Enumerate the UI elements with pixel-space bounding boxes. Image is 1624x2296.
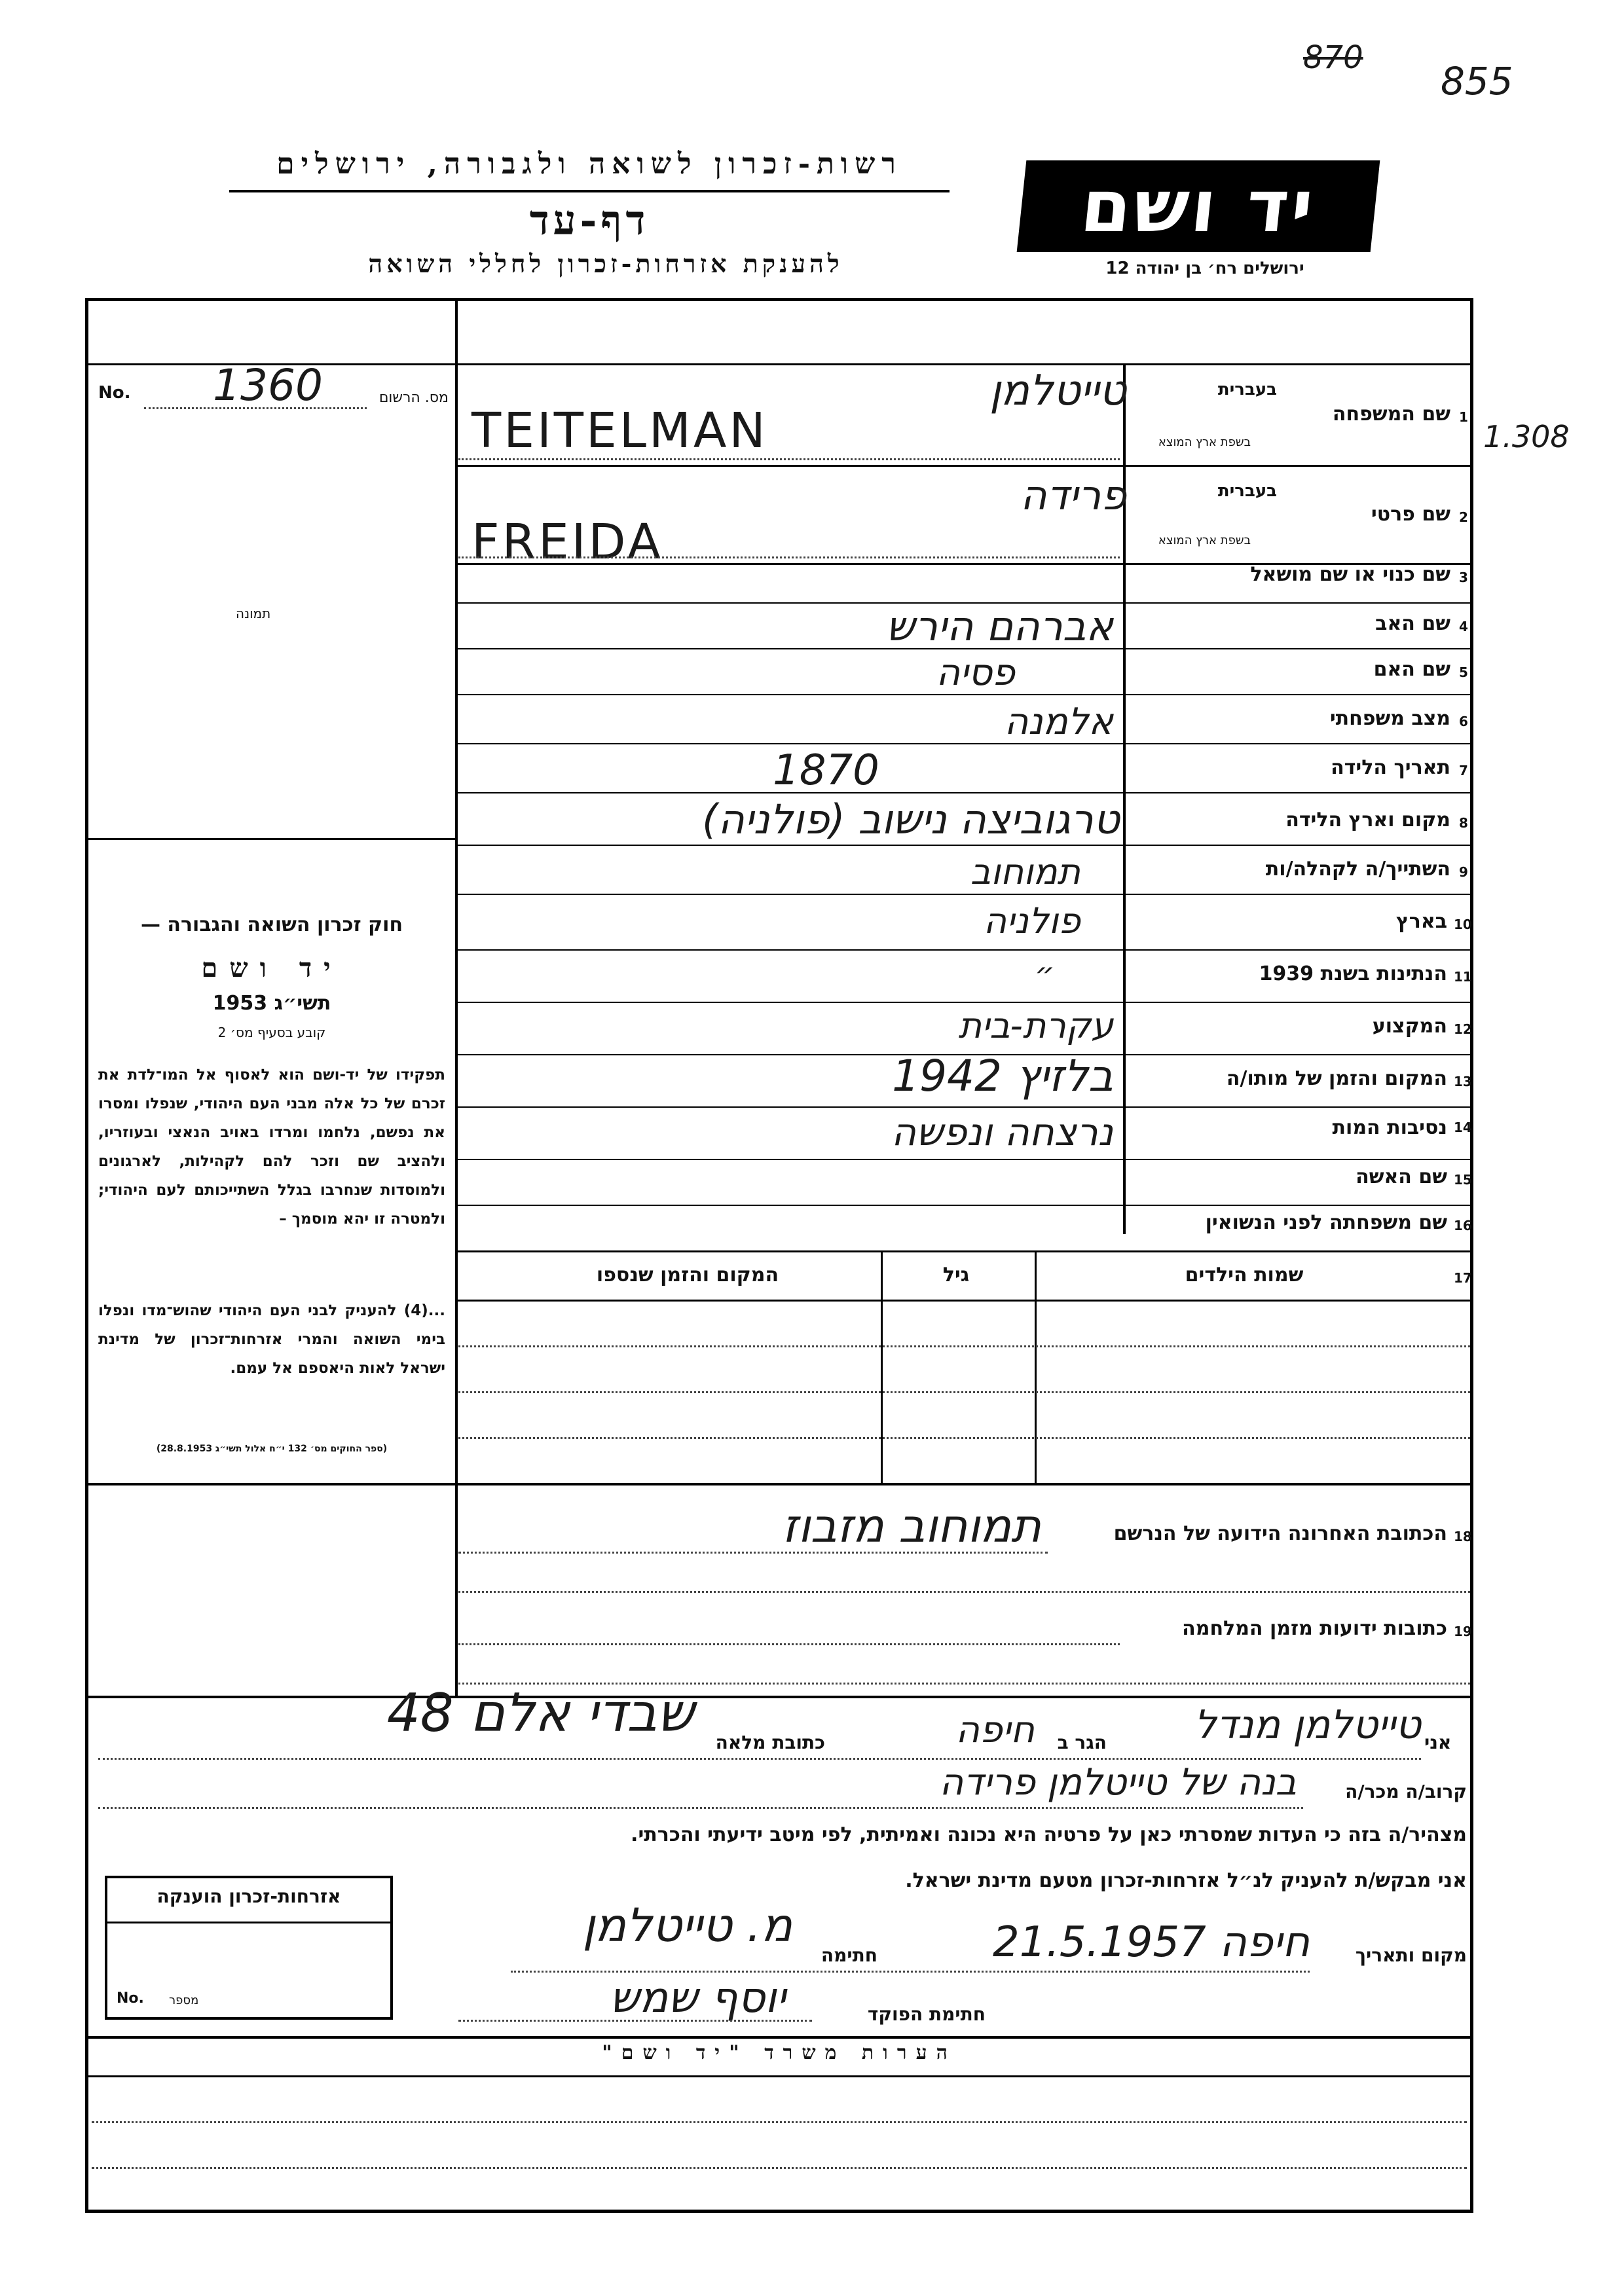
field-2-line xyxy=(458,556,1120,558)
declarant-address-label: כתובת מלאה xyxy=(715,1732,825,1753)
law-clause: קובע בסעיף מס׳ 2 xyxy=(217,1025,326,1040)
photo-bottom-divider xyxy=(85,838,457,840)
field-1-bottom xyxy=(455,465,1473,467)
declarant-relation: בנה של טייטלמן פרידה xyxy=(939,1761,1297,1804)
office-notes-title: הערות משרד "יד ושם" xyxy=(602,2041,957,2064)
field-9-bottom xyxy=(455,894,1473,895)
field-1-sub-foreign: בשפת ארץ המוצא xyxy=(1158,435,1251,449)
addresses-left-divider xyxy=(455,1483,458,1696)
field-2-number: 2 xyxy=(1459,509,1468,525)
form-subtitle: להענקת אזרחות-זכרון לחללי השואה xyxy=(368,249,843,278)
law-paragraph-2: ...(4) להעניק לבני העם היהודי שהוש־מדו ונפלו בימי השואה והמרי אזרחות־זכרון של מדינת ישראל לאות היאספם אל עמם. xyxy=(98,1302,445,1377)
field-1-label: שם המשפחה xyxy=(1332,403,1450,426)
field-6-value: אלמנה xyxy=(1004,701,1113,743)
field-11-bottom xyxy=(455,1002,1473,1003)
office-notes-top xyxy=(85,2036,1473,2039)
field-5-value: פסיה xyxy=(936,651,1015,694)
field-11-label: הנתינות בשנת 1939 xyxy=(1259,962,1447,985)
law-name: יד ושם xyxy=(201,953,342,983)
declarant-city: חיפה xyxy=(955,1709,1035,1751)
field-1-sub-hebrew: בעברית xyxy=(1217,380,1277,399)
declarant-request: אני מבקש/ת להעניק לנ״ל אזרחות-זכרון מטעם מדינת ישראל. xyxy=(905,1869,1467,1892)
field-8-value: טרגוביצה נישוב (פולניה) xyxy=(702,795,1120,843)
declarant-ani-label: אני xyxy=(1424,1732,1452,1753)
field-2-value-hebrew: פרידה xyxy=(1020,471,1126,519)
declarant-line-1 xyxy=(98,1758,1421,1760)
children-col-divider-1 xyxy=(881,1250,883,1483)
declarant-line-2 xyxy=(98,1807,1303,1809)
field-14-label: נסיבות המות xyxy=(1332,1116,1447,1139)
field-5-bottom xyxy=(455,694,1473,695)
field-15-label: שם האשה xyxy=(1356,1165,1447,1188)
stamp-box-no-label: No. xyxy=(117,1990,144,2007)
last-address-line xyxy=(458,1552,1048,1554)
field-6-number: 6 xyxy=(1459,714,1468,729)
field-10-number: 10 xyxy=(1454,917,1472,932)
law-paragraph-1: תפקידו של יד-ושם הוא לאסוף אל המו־לדת את זכרם של כל אלה מבני העם היהודי, שנפלו ומסרו את נפשם, נלחמו ומרדו באויב הנאצי ובעוזריו, ולהציב שם וזכר להם לקהילות, לארגונים ולמוסדות שנחרבו בגלל השתייכותם לעם היהודי; ולמטרה זו יהא מוסמך – xyxy=(98,1066,445,1228)
registration-number-line xyxy=(144,407,367,409)
field-5-number: 5 xyxy=(1459,665,1468,680)
field-13-label: המקום והזמן של מותו/ה xyxy=(1226,1067,1447,1090)
form-title: דף-עד xyxy=(529,196,650,244)
registration-label: מס. הרשום xyxy=(378,390,449,406)
children-col-place: המקום והזמן שנספו xyxy=(596,1264,779,1286)
wartime-address-line xyxy=(458,1643,1120,1645)
field-7-bottom xyxy=(455,792,1473,793)
field-1-number: 1 xyxy=(1459,409,1468,425)
field-16-bottom xyxy=(455,1250,1473,1252)
declarant-relation-label: קרוב/ה מכר/ה xyxy=(1345,1781,1467,1802)
official-label: חתימת הפוקד xyxy=(867,2003,986,2025)
field-12-label: המקצוע xyxy=(1372,1015,1447,1038)
office-notes-line-2 xyxy=(92,2167,1467,2169)
wartime-address-number: 19 xyxy=(1454,1624,1472,1639)
institution-title: רשות-זכרון לשואה ולגבורה, ירושלים xyxy=(276,147,902,181)
logo-address: ירושלים רח׳ בן יהודה 12 xyxy=(1105,259,1304,278)
field-9-label: השתייך/ה לקהלה/ות xyxy=(1265,858,1450,881)
registration-number: 1360 xyxy=(213,360,323,410)
field-8-number: 8 xyxy=(1459,815,1468,831)
field-11-value: ״ xyxy=(1035,956,1055,993)
field-15-bottom xyxy=(455,1205,1473,1206)
children-col-age: גיל xyxy=(942,1264,970,1286)
declarant-signature: מ. טייטלמן xyxy=(582,1899,792,1952)
page-number: 855 xyxy=(1441,59,1513,103)
children-header-bottom xyxy=(455,1300,1473,1302)
field-4-label: שם האב xyxy=(1375,612,1450,635)
field-1-value-hebrew: טייטלמן xyxy=(989,367,1126,415)
field-6-label: מצב משפחתי xyxy=(1329,707,1450,730)
last-address-label: הכתובת האחרונה הידועה של הנרשם xyxy=(1113,1522,1447,1545)
field-1-value-foreign: TEITELMAN xyxy=(471,403,768,459)
declarant-name: טייטלמן מנדל xyxy=(1194,1702,1421,1748)
stamp-box-number-label: מספר xyxy=(169,1994,199,2007)
place-date-label: מקום ותאריך xyxy=(1355,1944,1467,1966)
field-4-value: אברהם הירש xyxy=(886,602,1113,650)
registration-no-label: No. xyxy=(98,383,131,403)
field-2-sub-hebrew: בעברית xyxy=(1217,481,1277,501)
declarant-declaration: מצהיר/ה בזה כי העדות שמסרתי כאן על פרטיה היא נכונה ואמיתית, לפי מיטב ידיעתי והכרתי. xyxy=(631,1823,1467,1846)
official-signature: יוסף שמש xyxy=(610,1974,786,2022)
field-12-value: עקרת-בית xyxy=(958,1005,1113,1046)
field-14-bottom xyxy=(455,1159,1473,1160)
declarant-resident-label: הגר ב xyxy=(1057,1732,1107,1753)
law-title: חוק זכרון השואה והגבורה — xyxy=(140,913,403,936)
field-2-sub-foreign: בשפת ארץ המוצא xyxy=(1158,534,1251,547)
children-number: 17 xyxy=(1454,1270,1472,1286)
official-signature-line xyxy=(458,2020,812,2022)
signature-label: חתימה xyxy=(821,1944,877,1966)
children-row-1 xyxy=(458,1345,1470,1347)
field-14-value: נרצחה ונפשה xyxy=(891,1110,1113,1154)
margin-number: 1.308 xyxy=(1483,419,1570,454)
photo-column-divider xyxy=(455,298,458,1483)
last-address-value: תמוחוב מזבוז xyxy=(782,1499,1041,1553)
yad-vashem-logo xyxy=(1017,160,1380,252)
field-5-label: שם האם xyxy=(1373,658,1450,681)
field-3-label: שם כנוי או שם מושאל xyxy=(1250,563,1450,586)
stamp-box-title: אזרחות-זכרון הוענקה xyxy=(157,1886,341,1907)
field-10-value: פולניה xyxy=(983,900,1080,941)
children-row-2 xyxy=(458,1391,1470,1393)
wartime-address-label: כתובות ידועות מזמן המלחמה xyxy=(1182,1617,1447,1640)
field-10-label: בארץ xyxy=(1395,910,1447,933)
field-13-value: בלזיץ 1942 xyxy=(892,1051,1113,1101)
last-address-number: 18 xyxy=(1454,1529,1472,1544)
field-8-bottom xyxy=(455,845,1473,846)
field-12-number: 12 xyxy=(1454,1021,1472,1037)
field-7-label: תאריך הלידה xyxy=(1331,756,1450,779)
field-10-bottom xyxy=(455,949,1473,951)
field-13-bottom xyxy=(455,1106,1473,1108)
field-7-number: 7 xyxy=(1459,763,1468,778)
field-2-value-foreign: FREIDA xyxy=(471,514,663,570)
law-footnote: (ספר החוקים מס׳ 132 י״ח אלול תשי״ג 28.8.1953) xyxy=(156,1444,388,1454)
photo-label: תמונה xyxy=(236,606,271,621)
place-date: חיפה 21.5.1957 xyxy=(993,1918,1310,1967)
crossed-number: 870 xyxy=(1303,39,1363,76)
field-15-number: 15 xyxy=(1454,1172,1472,1188)
field-9-value: תמוחוב xyxy=(970,851,1080,892)
field-14-number: 14 xyxy=(1454,1120,1472,1135)
office-notes-title-bottom xyxy=(85,2075,1473,2077)
field-9-number: 9 xyxy=(1459,864,1468,880)
field-16-label: שם משפחתה לפני הנשואין xyxy=(1205,1211,1447,1234)
children-col-divider-2 xyxy=(1035,1250,1037,1483)
declarant-address: שבדי אלם 48 xyxy=(386,1683,694,1743)
field-11-number: 11 xyxy=(1454,969,1472,985)
field-2-label: שם פרטי xyxy=(1371,503,1450,526)
field-3-number: 3 xyxy=(1459,570,1468,585)
stamp-box-divider xyxy=(105,1922,393,1923)
header-underline xyxy=(229,190,950,192)
field-13-number: 13 xyxy=(1454,1074,1472,1089)
signature-line xyxy=(511,1971,1310,1973)
field-7-value: 1870 xyxy=(773,746,879,795)
field-6-bottom xyxy=(455,743,1473,744)
law-year: תשי״ג 1953 xyxy=(212,992,331,1015)
logo-text: יד ושם xyxy=(1077,164,1320,248)
field-4-number: 4 xyxy=(1459,619,1468,634)
last-address-line-2 xyxy=(458,1591,1470,1593)
children-table-bottom xyxy=(85,1483,1473,1485)
office-notes-line-1 xyxy=(92,2121,1467,2123)
field-8-label: מקום וארץ הלידה xyxy=(1285,809,1450,831)
field-16-number: 16 xyxy=(1454,1218,1472,1233)
field-1-line xyxy=(458,458,1120,460)
children-row-3 xyxy=(458,1437,1470,1439)
children-col-names: שמות הילדים xyxy=(1185,1264,1304,1286)
